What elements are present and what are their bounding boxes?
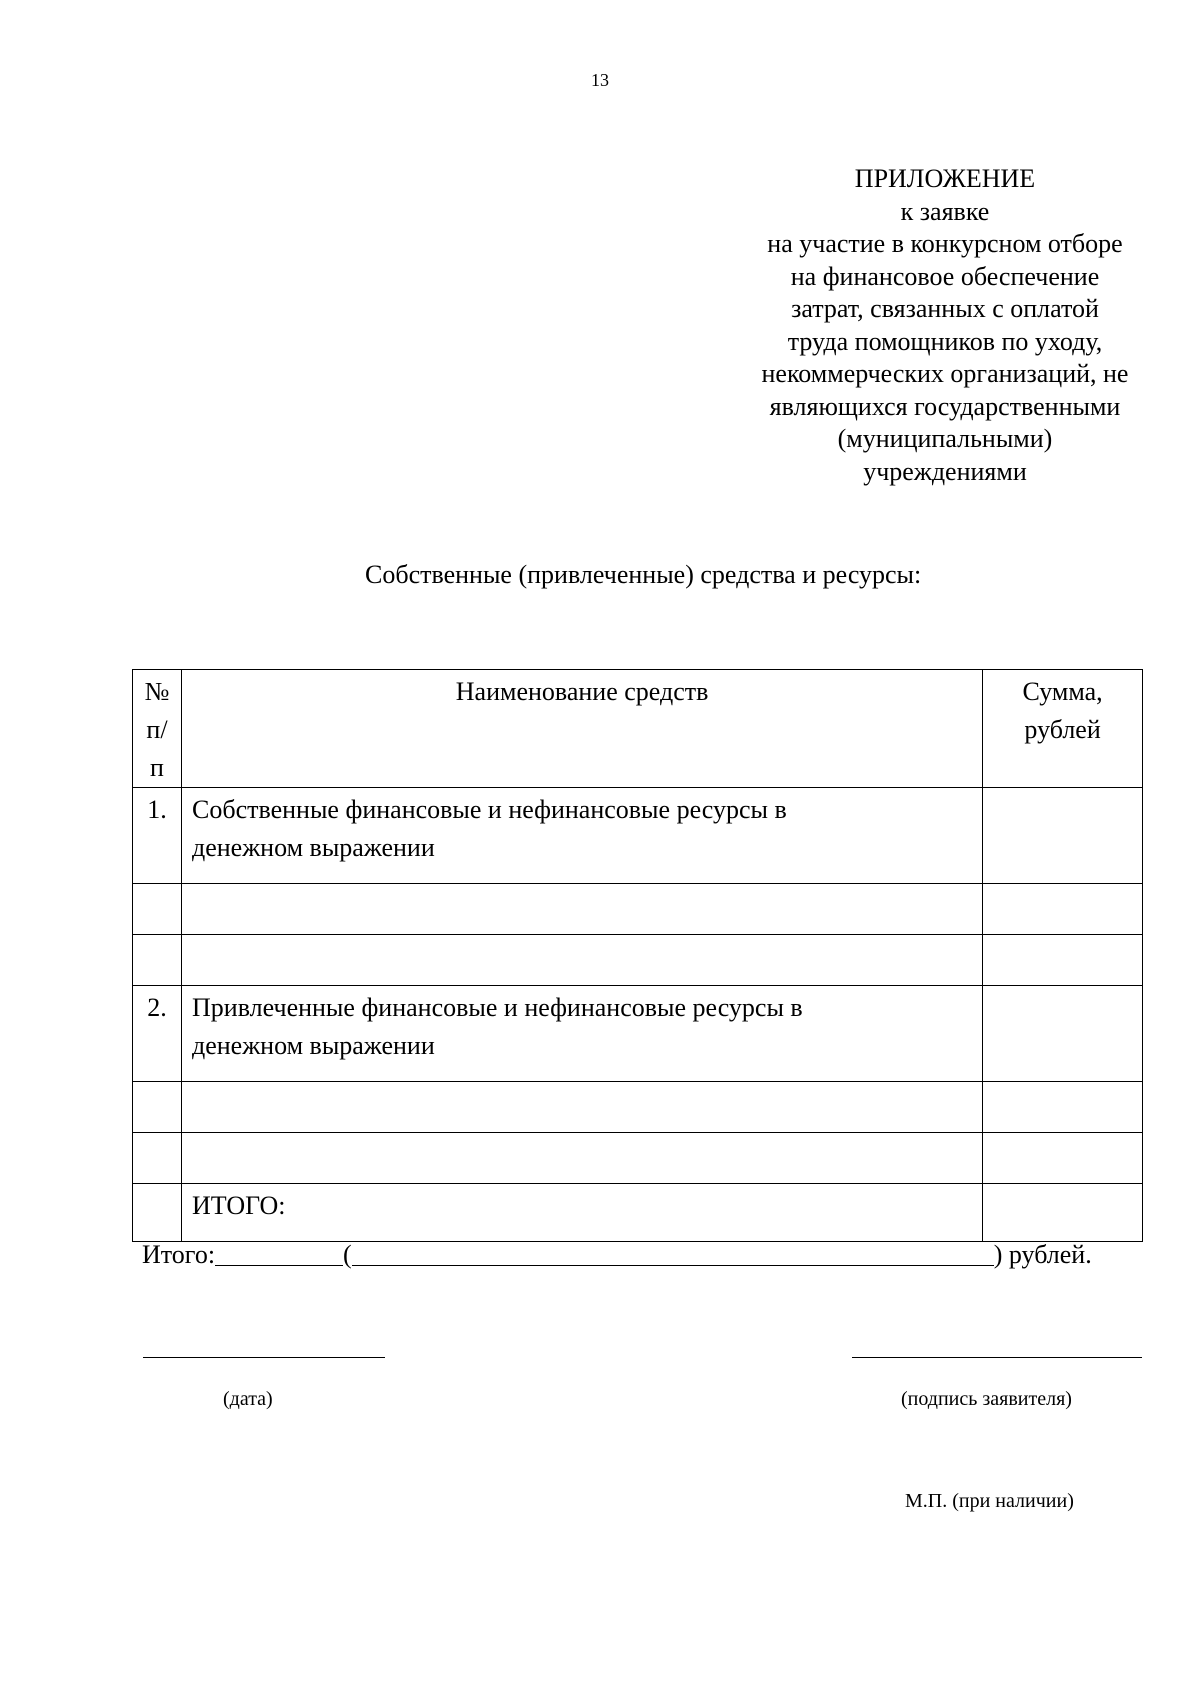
table-row (133, 1133, 1143, 1184)
appendix-line: затрат, связанных с оплатой (791, 294, 1099, 323)
row-num (133, 1082, 182, 1133)
appendix-line: (муниципальными) (837, 424, 1053, 453)
stamp-caption: М.П. (при наличии) (905, 1490, 1074, 1512)
row-num (133, 1184, 182, 1242)
row-name (182, 986, 983, 1082)
table-header-row (133, 670, 1143, 788)
row-name[interactable] (182, 1082, 983, 1133)
section-title: Собственные (привлеченные) средства и ресурсы: (365, 560, 922, 589)
appendix-line: являющихся государственными (769, 391, 1121, 421)
row-name (182, 788, 983, 884)
row-name[interactable] (182, 1133, 983, 1184)
date-signature-line[interactable] (143, 1357, 385, 1358)
appendix-line: учреждениями (863, 456, 1027, 486)
row-sum-cell[interactable] (983, 884, 1143, 935)
row-name[interactable] (182, 884, 983, 935)
header-sum-line: Сумма, (1022, 677, 1103, 706)
appendix-line: некоммерческих организаций, не (761, 359, 1129, 388)
row-sum-cell[interactable] (983, 986, 1143, 1082)
row-num (133, 935, 182, 986)
row-num (133, 884, 182, 935)
table-row (133, 884, 1143, 935)
funds-table (132, 669, 1143, 1242)
table-row (133, 986, 1143, 1082)
date-caption: (дата) (223, 1388, 273, 1410)
appendix-line: на финансовое обеспечение (790, 261, 1100, 291)
table-total-row (133, 1184, 1143, 1242)
row-name-line: денежном выражении (192, 1031, 435, 1060)
total-label: Итого: (142, 1240, 216, 1269)
applicant-signature-line[interactable] (852, 1357, 1142, 1358)
row-name-line: Привлеченные финансовые и нефинансовые ресурсы в (192, 993, 803, 1022)
signature-caption: (подпись заявителя) (901, 1388, 1072, 1410)
page-number: 13 (591, 70, 609, 90)
row-name-line: Собственные финансовые и нефинансовые ресурсы в (192, 795, 787, 824)
table-row (133, 1082, 1143, 1133)
row-name: ИТОГО: (182, 1184, 983, 1242)
header-num (133, 670, 182, 788)
header-sum-line: рублей (1024, 715, 1101, 744)
row-sum-cell[interactable] (983, 935, 1143, 986)
row-sum-cell[interactable] (983, 1184, 1143, 1242)
row-sum-cell[interactable] (983, 788, 1143, 884)
total-amount-blank[interactable] (215, 1241, 343, 1266)
row-sum-cell[interactable] (983, 1082, 1143, 1133)
row-name[interactable] (182, 935, 983, 986)
row-sum-cell[interactable] (983, 1133, 1143, 1184)
appendix-line: ПРИЛОЖЕНИЕ (854, 164, 1036, 193)
row-num (133, 1133, 182, 1184)
table-row (133, 935, 1143, 986)
appendix-line: к заявке (900, 196, 990, 226)
row-name-line: денежном выражении (192, 833, 435, 862)
total-open-paren: ( (343, 1240, 352, 1269)
total-amount-words-blank[interactable] (352, 1241, 994, 1266)
header-num-line: № (144, 677, 170, 706)
table-row (133, 788, 1143, 884)
header-num-line: п/п (146, 715, 168, 782)
appendix-heading (700, 163, 1190, 488)
appendix-line: труда помощников по уходу, (787, 326, 1103, 356)
header-sum (983, 670, 1143, 788)
header-name: Наименование средств (182, 670, 983, 788)
total-currency-text: ) рублей. (993, 1240, 1092, 1269)
row-num: 1. (133, 788, 182, 884)
appendix-line: на участие в конкурсном отборе (767, 229, 1123, 258)
total-line (142, 1240, 1092, 1270)
row-num: 2. (133, 986, 182, 1082)
